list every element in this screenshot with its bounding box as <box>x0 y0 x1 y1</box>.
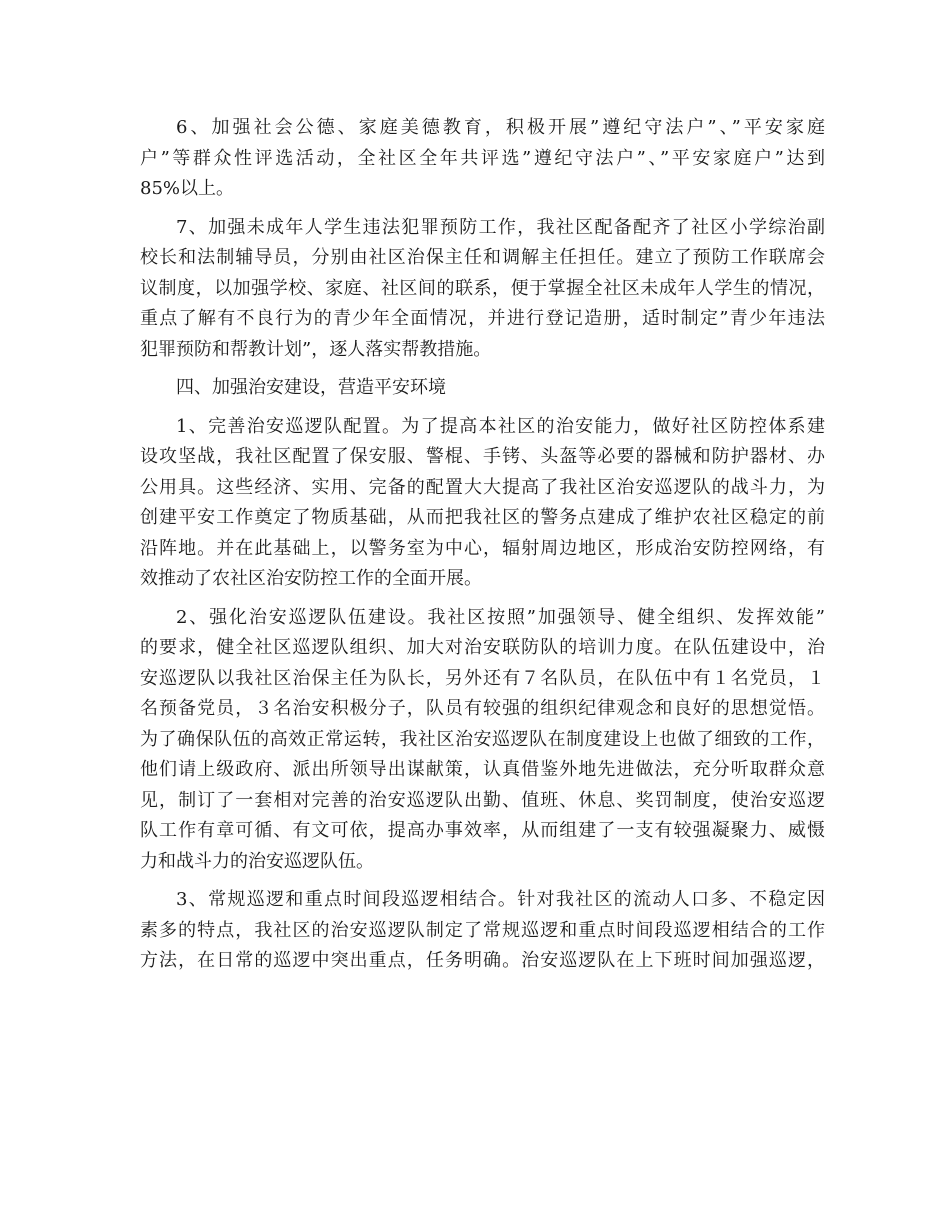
text-line: 安巡逻队以我社区治保主任为队长，另外还有７名队员，在队伍中有１名党员，１ <box>140 667 825 689</box>
text-line: 6、加强社会公德、家庭美德教育，积极开展”遵纪守法户”、”平安家庭 <box>176 117 825 138</box>
text-line: 85%以上。 <box>140 178 235 199</box>
text-line: 为了确保队伍的高效正常运转，我社区治安巡逻队在制度建设上也做了细致的工作， <box>140 728 825 750</box>
document-body <box>140 113 825 977</box>
section-heading: 四、加强治安建设，营造平安环境 <box>176 377 446 398</box>
text-line: 犯罪预防和帮教计划”，逐人落实帮教措施。 <box>140 338 492 360</box>
text-line: 名预备党员，３名治安积极分子，队员有较强的组织纪律观念和良好的思想觉悟。 <box>140 698 825 719</box>
text-line: 力和战斗力的治安巡逻队伍。 <box>140 850 374 872</box>
text-line: 户”等群众性评选活动，全社区全年共评选”遵纪守法户”、”平安家庭户”达到 <box>140 147 825 169</box>
text-line: 议制度，以加强学校、家庭、社区间的联系，便于掌握全社区未成年人学生的情况， <box>140 277 825 299</box>
text-line: 2、强化治安巡逻队伍建设。我社区按照”加强领导、健全组织、发挥效能” <box>176 606 825 628</box>
text-line: 见，制订了一套相对完善的治安巡逻队出勤、值班、休息、奖罚制度，使治安巡逻 <box>140 789 825 811</box>
text-line: 效推动了农社区治安防控工作的全面开展。 <box>140 568 482 589</box>
text-line: 公用具。这些经济、实用、完备的配置大大提高了我社区治安巡逻队的战斗力，为 <box>140 476 825 498</box>
text-line: 队工作有章可循、有文可依，提高办事效率，从而组建了一支有较强凝聚力、威慑 <box>140 820 825 841</box>
text-line: 设攻坚战，我社区配置了保安服、警棍、手铐、头盔等必要的器械和防护器材、办 <box>140 446 825 467</box>
text-line: 创建平安工作奠定了物质基础，从而把我社区的警务点建成了维护农社区稳定的前 <box>140 507 825 528</box>
text-line: 3、常规巡逻和重点时间段巡逻相结合。针对我社区的流动人口多、不稳定因 <box>176 889 825 910</box>
text-line: 素多的特点，我社区的治安巡逻队制定了常规巡逻和重点时间段巡逻相结合的工作 <box>140 919 825 941</box>
text-line: 重点了解有不良行为的青少年全面情况，并进行登记造册，适时制定”青少年违法 <box>140 308 825 329</box>
text-line: 方法，在日常的巡逻中突出重点，任务明确。治安巡逻队在上下班时间加强巡逻， <box>140 950 825 971</box>
text-line: 他们请上级政府、派出所领导出谋献策，认真借鉴外地先进做法，充分听取群众意 <box>140 759 825 780</box>
text-line: 校长和法制辅导员，分别由社区治保主任和调解主任担任。建立了预防工作联席会 <box>140 247 825 268</box>
text-line: 1、完善治安巡逻队配置。为了提高本社区的治安能力，做好社区防控体系建 <box>176 415 825 437</box>
text-line: 沿阵地。并在此基础上，以警务室为中心，辐射周边地区，形成治安防控网络，有 <box>140 537 825 559</box>
text-line: 的要求，健全社区巡逻队组织、加大对治安联防队的培训力度。在队伍建设中，治 <box>140 637 825 658</box>
text-line: 7、加强未成年人学生违法犯罪预防工作，我社区配备配齐了社区小学综治副 <box>176 216 825 238</box>
